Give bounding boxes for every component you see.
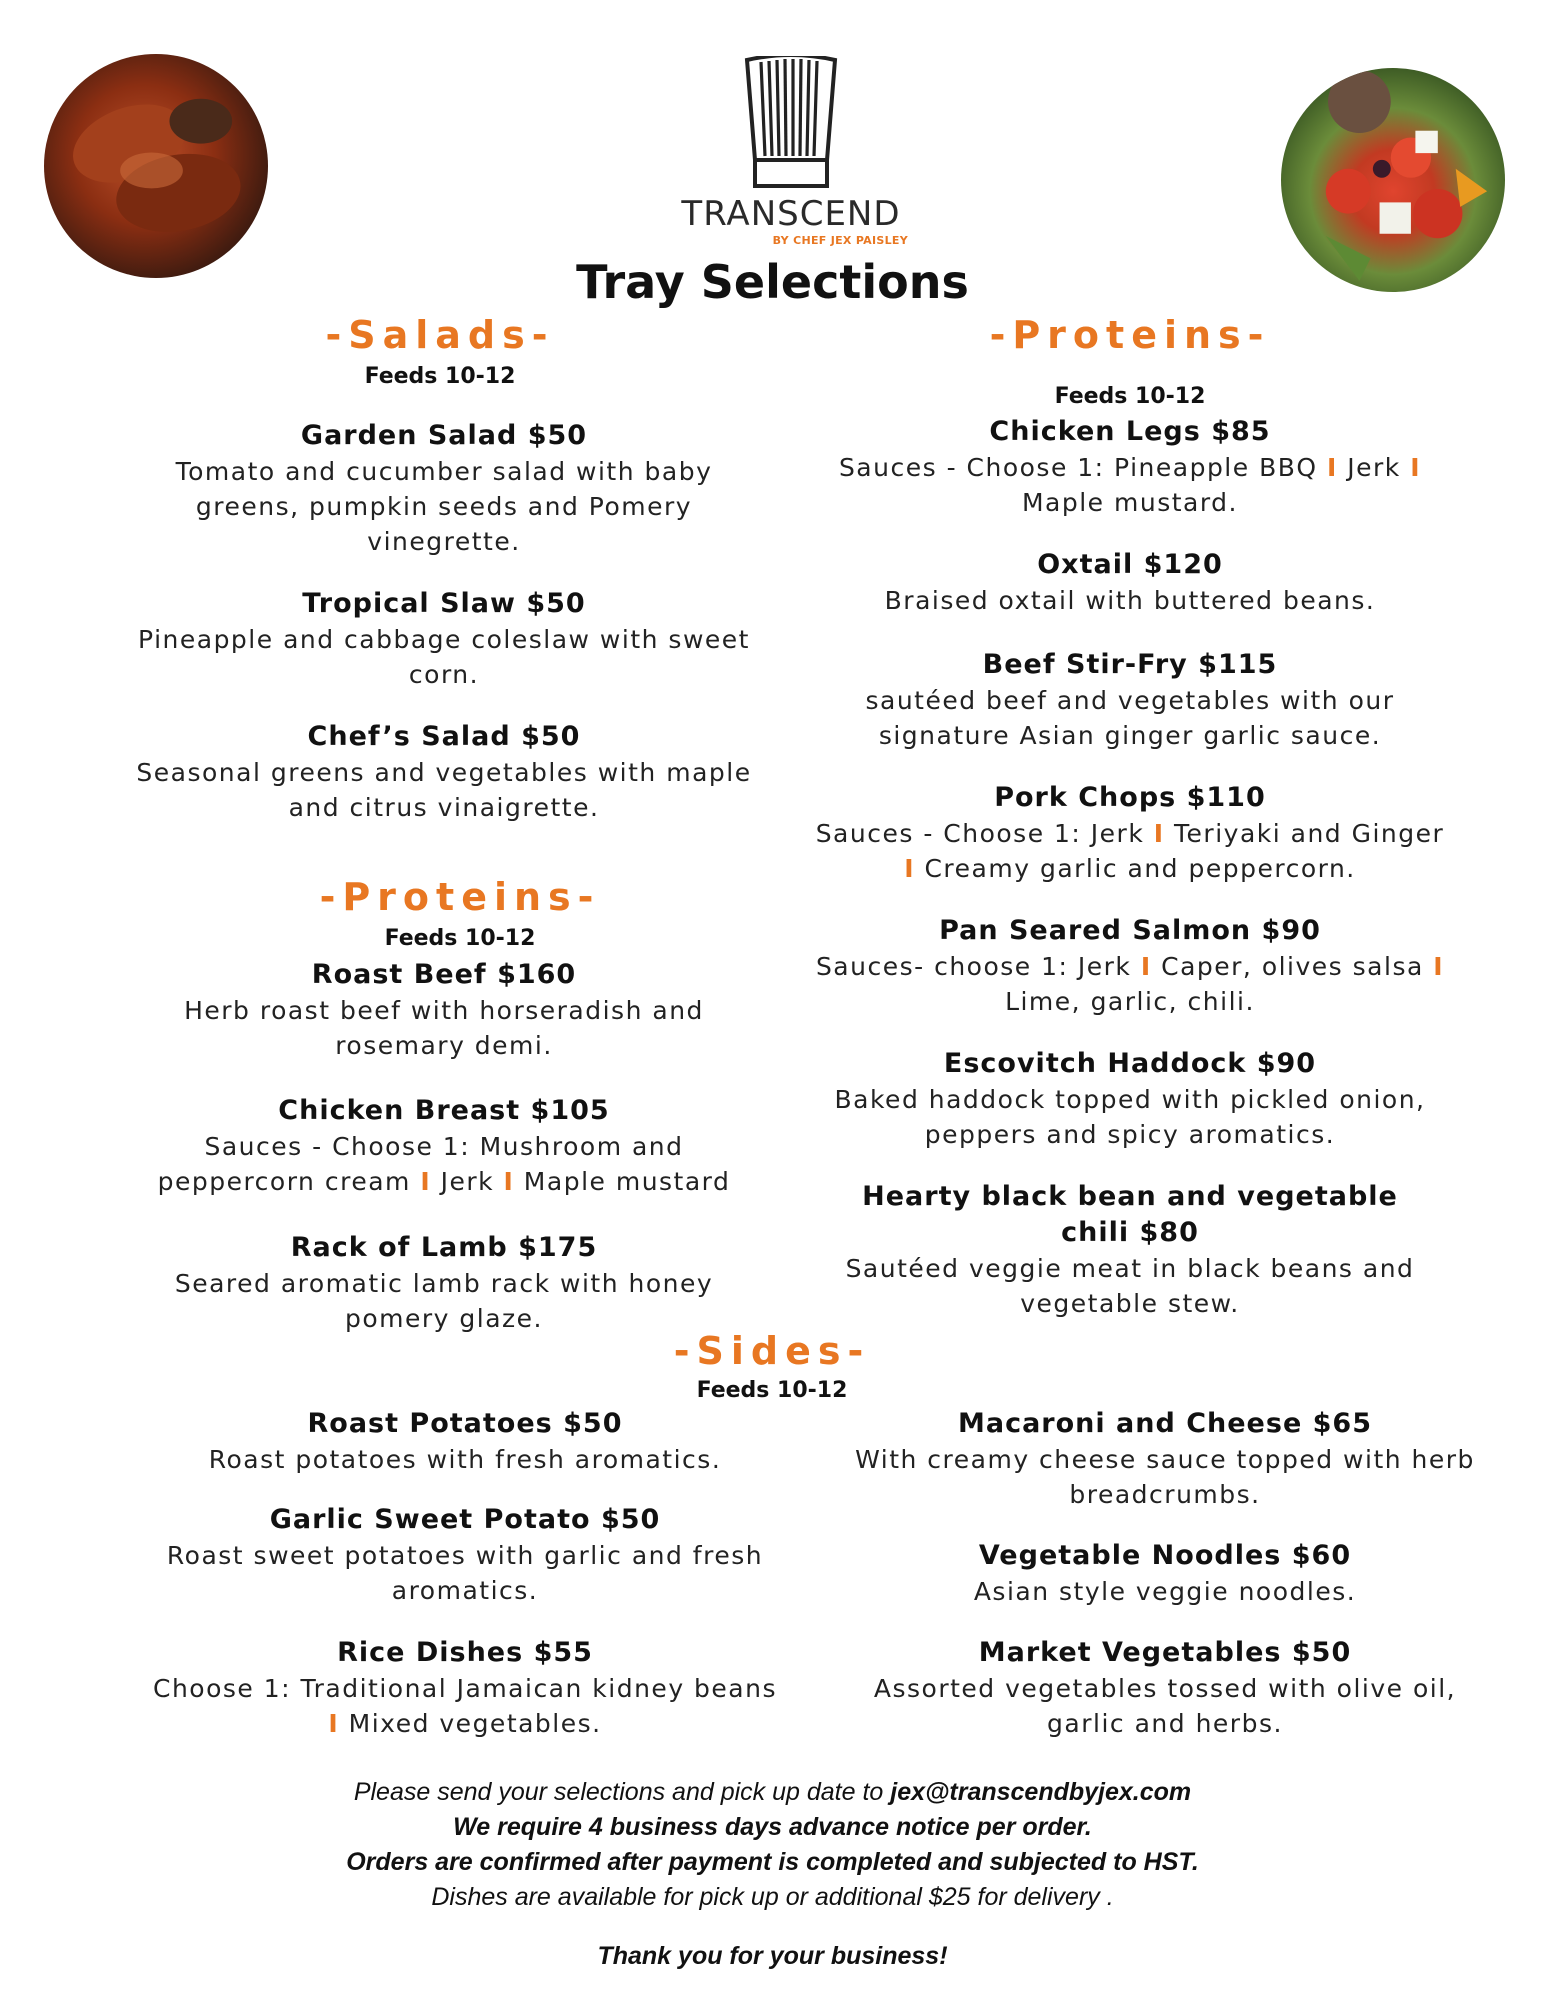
item-description: Sauces - Choose 1: Pineapple BBQ I Jerk I Maple mustard. <box>838 453 1422 517</box>
menu-item-beef-stir-fry <box>815 647 1445 753</box>
item-name: Escovitch Haddock $90 <box>943 1048 1317 1079</box>
item-description: Sauces - Choose 1: Mushroom and peppercorn cream I Jerk I Maple mustard <box>157 1132 731 1196</box>
item-name: Roast Potatoes $50 <box>307 1408 623 1439</box>
page-title: Tray Selections <box>576 255 969 309</box>
menu-item-vegetable-noodles <box>850 1538 1480 1609</box>
contact-line: Please send your selections and pick up date to jex@transcendbyjex.com <box>353 1778 1192 1806</box>
menu-item-rack-of-lamb <box>130 1230 758 1336</box>
thank-you-line: Thank you for your business! <box>597 1942 948 1970</box>
item-name: Pan Seared Salmon $90 <box>939 915 1321 946</box>
item-name: Garlic Sweet Potato $50 <box>269 1504 661 1535</box>
delivery-line: Dishes are available for pick up or additional $25 for delivery . <box>431 1883 1114 1911</box>
item-description: Assorted vegetables tossed with olive oil, garlic and herbs. <box>873 1674 1457 1738</box>
proteins-right-heading: -Proteins- <box>989 313 1271 357</box>
item-description: Braised oxtail with buttered beans. <box>884 586 1376 615</box>
salads-heading: -Salads- <box>325 313 555 357</box>
proteins-right-feeds: Feeds 10-12 <box>1054 384 1206 409</box>
item-description: With creamy cheese sauce topped with herb breadcrumbs. <box>855 1445 1475 1509</box>
item-name: Garden Salad $50 <box>300 420 588 451</box>
item-description: Asian style veggie noodles. <box>973 1577 1357 1606</box>
order-instructions <box>0 1775 1545 1974</box>
menu-item-roast-beef <box>130 957 758 1063</box>
item-description: Roast sweet potatoes with garlic and fresh aromatics. <box>166 1541 764 1605</box>
chef-hat-icon <box>741 56 841 190</box>
bbq-chicken-illustration <box>44 54 268 278</box>
item-name: Rice Dishes $55 <box>337 1637 593 1668</box>
item-description: Herb roast beef with horseradish and rosemary demi. <box>184 996 704 1060</box>
menu-item-garlic-sweet-potato <box>145 1502 785 1608</box>
menu-item-black-bean-chili <box>815 1179 1445 1321</box>
menu-item-tropical-slaw <box>130 586 758 692</box>
menu-item-macaroni-and-cheese <box>850 1406 1480 1512</box>
item-description: Seared aromatic lamb rack with honey pomery glaze. <box>174 1269 714 1333</box>
menu-item-pan-seared-salmon <box>815 913 1445 1019</box>
notice-line: We require 4 business days advance notice per order. <box>453 1813 1092 1841</box>
item-name: Chicken Legs $85 <box>989 416 1271 447</box>
item-name: Rack of Lamb $175 <box>290 1232 598 1263</box>
item-name: Macaroni and Cheese $65 <box>957 1408 1373 1439</box>
item-name: Tropical Slaw $50 <box>302 588 586 619</box>
proteins-left-heading: -Proteins- <box>319 875 601 919</box>
contact-email[interactable]: jex@transcendbyjex.com <box>890 1778 1192 1806</box>
item-description: Sauces - Choose 1: Jerk I Teriyaki and Ginger I Creamy garlic and peppercorn. <box>815 819 1445 883</box>
item-name: Vegetable Noodles $60 <box>978 1540 1352 1571</box>
item-name: Chicken Breast $105 <box>278 1095 610 1126</box>
proteins-left-feeds: Feeds 10-12 <box>384 926 536 951</box>
menu-item-chicken-breast <box>130 1093 758 1199</box>
brand-tagline: BY CHEF JEX PAISLEY <box>772 234 908 247</box>
salads-feeds: Feeds 10-12 <box>364 364 516 389</box>
brand-name: TRANSCEND <box>681 194 901 234</box>
menu-item-market-vegetables <box>850 1635 1480 1741</box>
brand-logo <box>660 56 922 252</box>
item-name: Beef Stir-Fry $115 <box>982 649 1278 680</box>
bbq-chicken-photo <box>44 54 268 278</box>
item-description: sautéed beef and vegetables with our signature Asian ginger garlic sauce. <box>865 686 1395 750</box>
item-description: Choose 1: Traditional Jamaican kidney beans I Mixed vegetables. <box>153 1674 777 1738</box>
item-name: Oxtail $120 <box>1037 549 1223 580</box>
menu-item-oxtail <box>815 547 1445 618</box>
item-description: Roast potatoes with fresh aromatics. <box>208 1445 722 1474</box>
payment-line: Orders are confirmed after payment is completed and subjected to HST. <box>346 1848 1199 1876</box>
sides-feeds: Feeds 10-12 <box>696 1378 848 1403</box>
menu-item-escovitch-haddock <box>815 1046 1445 1152</box>
menu-item-chefs-salad <box>130 719 758 825</box>
item-name: Pork Chops $110 <box>994 782 1266 813</box>
item-description: Sauces- choose 1: Jerk I Caper, olives salsa I Lime, garlic, chili. <box>815 952 1445 1016</box>
item-name: Chef’s Salad $50 <box>307 721 581 752</box>
item-description: Tomato and cucumber salad with baby greens, pumpkin seeds and Pomery vinegrette. <box>175 457 713 556</box>
item-name: Market Vegetables $50 <box>978 1637 1352 1668</box>
item-description: Seasonal greens and vegetables with maple and citrus vinaigrette. <box>136 758 752 822</box>
item-description: Baked haddock topped with pickled onion, peppers and spicy aromatics. <box>834 1085 1426 1149</box>
item-name: Hearty black bean and vegetable chili $80 <box>862 1181 1398 1248</box>
sides-heading: -Sides- <box>673 1329 871 1373</box>
menu-item-chicken-legs <box>815 414 1445 520</box>
item-name: Roast Beef $160 <box>311 959 577 990</box>
menu-item-pork-chops <box>815 780 1445 886</box>
menu-item-roast-potatoes <box>145 1406 785 1477</box>
item-description: Sautéed veggie meat in black beans and vegetable stew. <box>845 1254 1415 1318</box>
item-description: Pineapple and cabbage coleslaw with sweet corn. <box>138 625 750 689</box>
menu-item-garden-salad <box>130 418 758 559</box>
menu-item-rice-dishes <box>145 1635 785 1741</box>
